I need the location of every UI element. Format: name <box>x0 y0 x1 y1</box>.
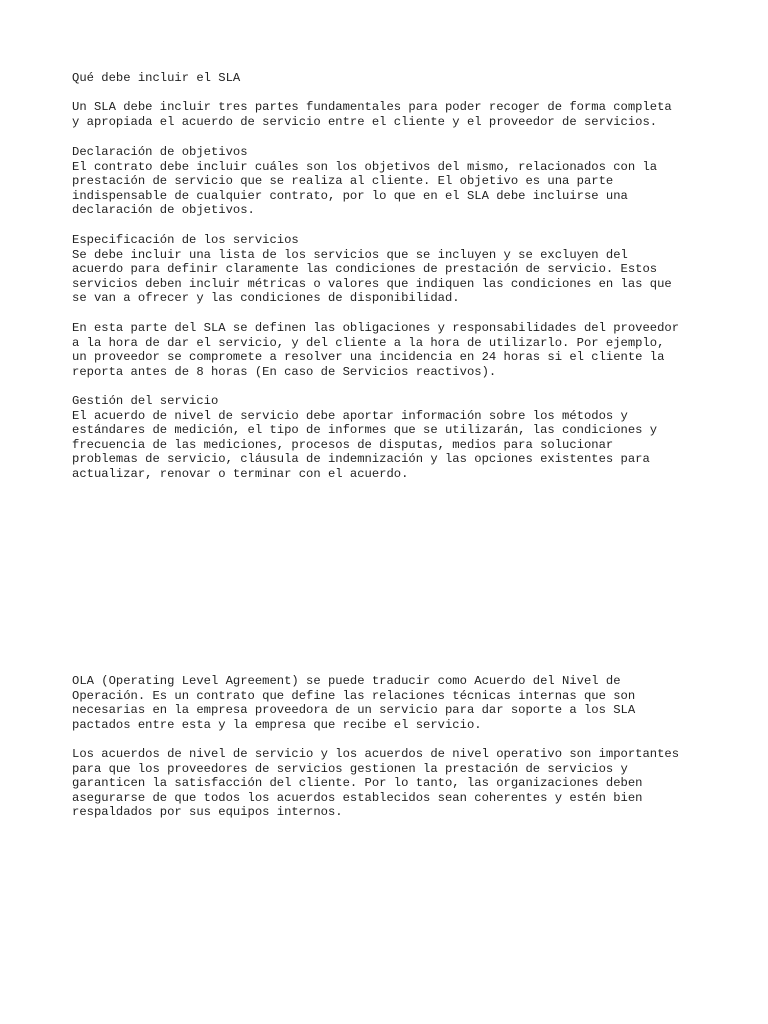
conclusion-paragraph: Los acuerdos de nivel de servicio y los acuerdos de nivel operativo son importantes para que los proveedores de servicios gestionen la prestación de servicios y garanticen la satisfacción del cliente. Por lo tanto, las organizaciones deben asegurarse de que todos los acuerdos establecidos sean coherentes y estén bien respaldados por sus equipos internos. <box>72 747 680 820</box>
intro-paragraph: Un SLA debe incluir tres partes fundamentales para poder recoger de forma completa y apropiada el acuerdo de servicio entre el cliente y el proveedor de servicios. <box>72 100 672 129</box>
servicios-section: Especificación de los servicios Se debe incluir una lista de los servicios que se incluyen y se excluyen del acuerdo para definir claramente las condiciones de prestación de servicio. Estos servicios deben incluir métricas o valores que indiquen las condiciones en las que se van a ofrecer y las condiciones de disponibilidad. <box>72 233 672 306</box>
ola-paragraph: OLA (Operating Level Agreement) se puede traducir como Acuerdo del Nivel de Operación. Es un contrato que define las relaciones técnicas internas que son necesarias en la empresa proveedora de un servicio para dar soporte a los SLA pactados entre esta y la empresa que recibe el servicio. <box>72 674 636 732</box>
obligaciones-paragraph: En esta parte del SLA se definen las obligaciones y responsabilidades del proveedor a la hora de dar el servicio, y del cliente a la hora de utilizarlo. Por ejemplo, un proveedor se compromete a resolver una incidencia en 24 horas si el cliente la reporta antes de 8 horas (En caso de Servicios reactivos). <box>72 321 680 379</box>
document-title: Qué debe incluir el SLA <box>72 71 241 85</box>
objetivos-section: Declaración de objetivos El contrato debe incluir cuáles son los objetivos del mismo, relacionados con la prestación de servicio que se realiza al cliente. El objetivo es una parte indispensable de cualquier contrato, por lo que en el SLA debe incluirse una declaración de objetivos. <box>72 145 658 218</box>
gestion-section: Gestión del servicio El acuerdo de nivel de servicio debe aportar información sobre los métodos y estándares de medición, el tipo de informes que se utilizarán, las condiciones y frecuencia de las mediciones, procesos de disputas, medios para solucionar problemas de servicio, cláusula de indemnización y las opciones existentes para actualizar, renovar o terminar con el acuerdo. <box>72 394 658 481</box>
